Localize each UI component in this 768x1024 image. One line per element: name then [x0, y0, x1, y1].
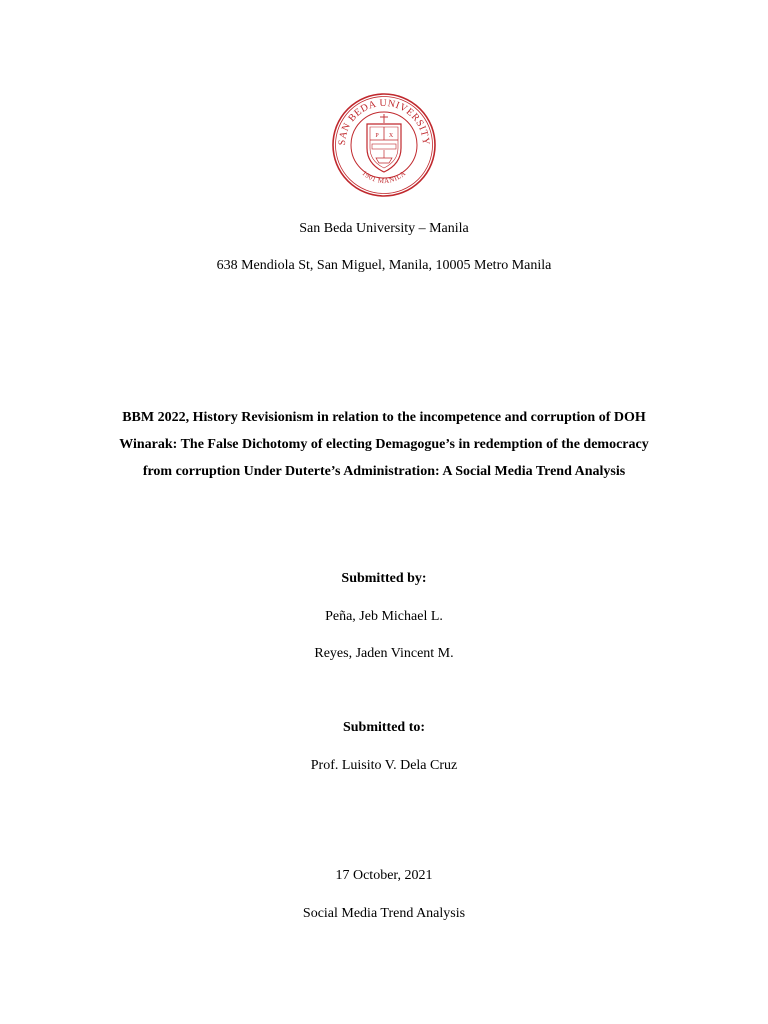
- author-name: Peña, Jeb Michael L.: [325, 609, 443, 624]
- title-line: BBM 2022, History Revisionism in relation to the incompetence and corruption of DOH: [122, 410, 646, 425]
- author-name: Reyes, Jaden Vincent M.: [314, 646, 454, 661]
- subject-title: Social Media Trend Analysis: [302, 906, 466, 921]
- svg-text:X: X: [388, 133, 394, 139]
- submitted-to-label: Submitted to:: [342, 720, 426, 735]
- svg-text:1901 MANILA: 1901 MANILA: [360, 169, 408, 186]
- paper-title: [84, 404, 684, 485]
- institution-address: 638 Mendiola St, San Miguel, Manila, 10005 Metro Manila: [216, 258, 552, 273]
- svg-text:SAN BEDA UNIVERSITY: SAN BEDA UNIVERSITY: [336, 97, 432, 146]
- title-line: Winarak: The False Dichotomy of electing Demagogue’s in redemption of the democracy: [119, 437, 649, 452]
- title-line: from corruption Under Duterte’s Administration: A Social Media Trend Analysis: [142, 464, 626, 479]
- submitted-by-label: Submitted by:: [341, 571, 427, 586]
- submission-date: 17 October, 2021: [335, 868, 433, 883]
- university-seal-icon: [331, 92, 437, 198]
- institution-name: San Beda University – Manila: [299, 221, 469, 236]
- svg-text:P: P: [375, 133, 379, 139]
- professor-name: Prof. Luisito V. Dela Cruz: [310, 758, 458, 773]
